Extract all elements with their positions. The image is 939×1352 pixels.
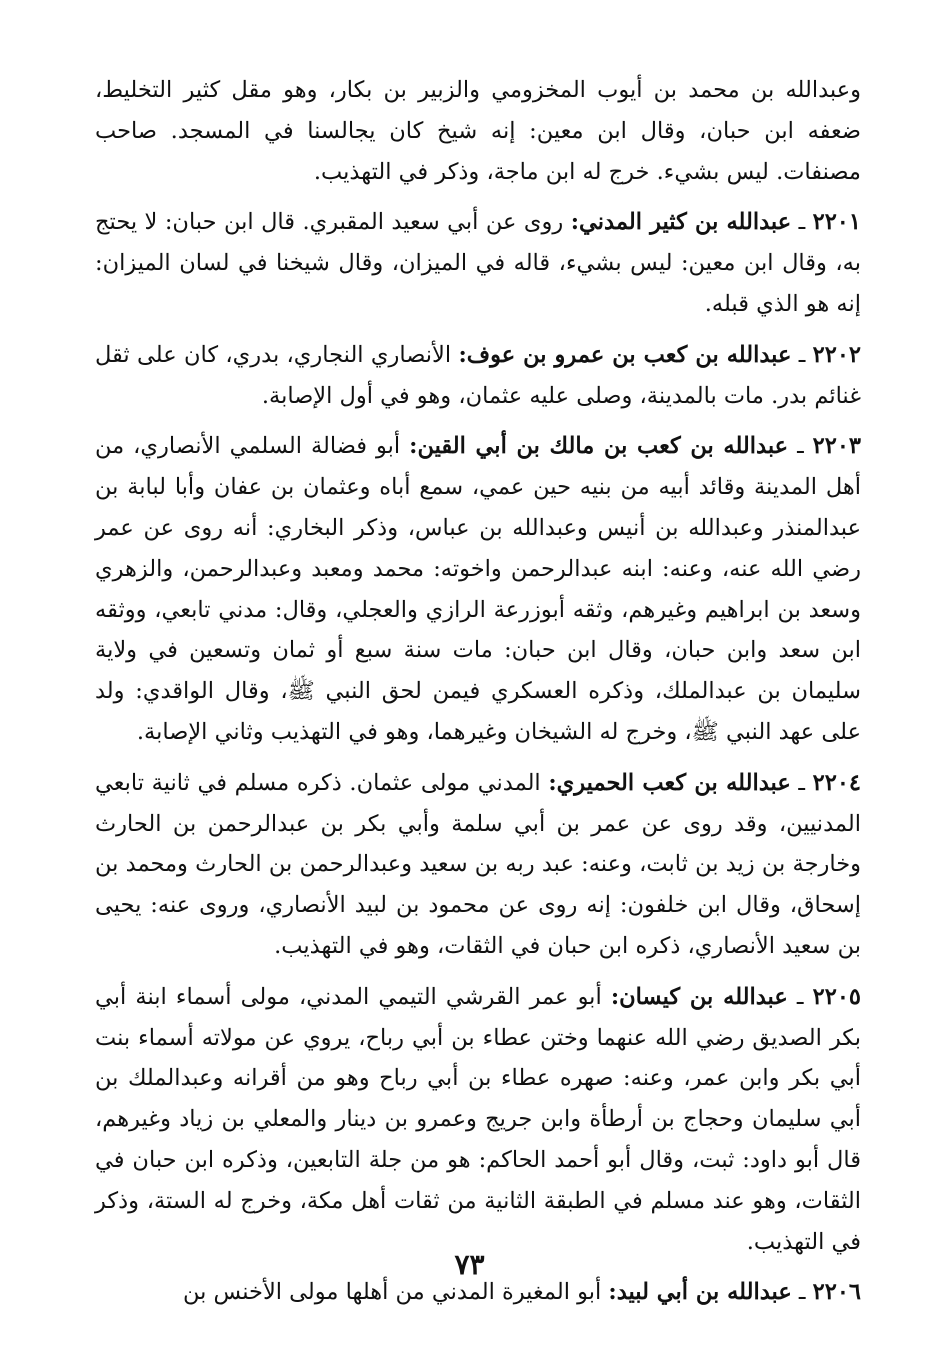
- entry-text: المدني مولى عثمان. ذكره مسلم في ثانية تابعي المدنيين، وقد روى عن عمر بن أبي سلمة وأبي بكر بن عبدالرحمن بن الحارث وخارجة بن زيد بن ثابت، وعنه: عبد ربه بن سعيد وعبدالرحمن بن الحارث ومحمد بن إسحاق، وقال ابن خلفون: إنه روى عن محمود بن لبيد الأنصاري، وروى عنه: يحيى بن سعيد الأنصاري، ذكره ابن حبان في الثقات، وهو في التهذيب.: [95, 769, 861, 959]
- entry-text: روى عن أبي سعيد المقبري. قال ابن حبان: لا يحتج به، وقال ابن معين: ليس بشيء، قاله في الميزان، وقال شيخنا في لسان الميزان: إنه هو الذي قبله.: [95, 209, 861, 317]
- page-body: [95, 70, 861, 1313]
- entry-name: عبدالله بن أبي لبيد:: [608, 1279, 792, 1306]
- entry-name: عبدالله بن كيسان:: [610, 983, 788, 1010]
- entry-name: عبدالله بن كعب الحميري:: [548, 769, 791, 796]
- entry-2203: [95, 426, 861, 752]
- entry-paragraph: ٢٢٠٤ ـ عبدالله بن كعب الحميري: المدني مولى عثمان. ذكره مسلم في ثانية تابعي المدنيين، وقد روى عن عمر بن أبي سلمة وأبي بكر بن عبدالرحمن بن الحارث وخارجة بن زيد بن ثابت، وعنه: عبد ربه بن سعيد وعبدالرحمن بن الحارث ومحمد بن إسحاق، وقال ابن خلفون: إنه روى عن محمود بن لبيد الأنصاري، وروى عنه: يحيى بن سعيد الأنصاري، ذكره ابن حبان في الثقات، وهو في التهذيب.: [95, 769, 862, 959]
- entry-number: ٢٢٠٣: [812, 433, 861, 460]
- page-number: ٧٣: [454, 1248, 485, 1281]
- entry-2205: [95, 977, 861, 1263]
- continuation-text: وعبدالله بن محمد بن أيوب المخزومي والزبير بن بكار، وهو مقل كثير التخليط، ضعفه ابن حبان، وقال ابن معين: إنه شيخ كان يجالسنا في المسجد. صاحب مصنفات. ليس بشيء. خرج له ابن ماجة، وذكر في التهذيب.: [95, 77, 861, 185]
- entry-text: أبو فضالة السلمي الأنصاري، من أهل المدينة وقائد أبيه من بنيه حين عمي، سمع أباه وعثمان بن عفان وأبا لبابة بن عبدالمنذر وعبدالله بن أنيس وعبدالله بن عباس، وذكر البخاري: أنه روى عن عمر رضي الله عنه، وعنه: ابنه عبدالرحمن واخوته: محمد ومعبد وعبدالرحمن، والزهري وسعد بن ابراهيم وغيرهم، وثقه أبوزرعة الرازي والعجلي، وقال: مدني تابعي، ووثقه ابن سعد وابن حبان، وقال ابن حبان: مات سنة سبع أو ثمان وتسعين في ولاية سليمان بن عبدالملك، وذكره العسكري فيمن لحق النبي ﷺ، وقال الواقدي: ولد على عهد النبي ﷺ، وخرج له الشيخان وغيرهما، وهو في التهذيب وثاني الإصابة.: [95, 433, 861, 745]
- entry-name: عبدالله بن كعب بن مالك بن أبي القين:: [409, 433, 789, 460]
- entry-number: ٢٢٠٥: [812, 983, 861, 1010]
- entry-text: الأنصاري النجاري، بدري، كان على ثقل غنائم بدر. مات بالمدينة، وصلى عليه عثمان، وهو في أول الإصابة.: [95, 341, 861, 409]
- entry-text: أبو عمر القرشي التيمي المدني، مولى أسماء ابنة أبي بكر الصديق رضي الله عنهما وختن عطاء بن أبي رباح، يروي عن مولاته أسماء بنت أبي بكر وابن عمر، وعنه: صهره عطاء بن أبي رباح وهو من أقرانه وعبدالملك بن أبي سليمان وحجاج بن أرطأة وابن جريج وعمرو بن دينار والمعلي بن زياد وغيرهم، قال أبو داود: ثبت، وقال أبو أحمد الحاكم: هو من جلة التابعين، وذكره ابن حبان في الثقات، وهو عند مسلم في الطبقة الثانية من ثقات أهل مكة، وخرج له الستة، وذكر في التهذيب.: [95, 983, 861, 1255]
- entry-2204: [95, 763, 861, 967]
- entry-2202: [95, 335, 861, 417]
- entry-paragraph: ٢٢٠٢ ـ عبدالله بن كعب بن عمرو بن عوف: الأنصاري النجاري، بدري، كان على ثقل غنائم بدر. مات بالمدينة، وصلى عليه عثمان، وهو في أول الإصابة.: [95, 341, 861, 409]
- entry-number: ٢٢٠٤: [812, 769, 862, 796]
- entry-name: عبدالله بن كثير المدني:: [570, 209, 792, 236]
- entry-paragraph: ٢٢٠١ ـ عبدالله بن كثير المدني: روى عن أبي سعيد المقبري. قال ابن حبان: لا يحتج به، وقال ابن معين: ليس بشيء، قاله في الميزان، وقال شيخنا في لسان الميزان: إنه هو الذي قبله.: [95, 209, 861, 317]
- entry-paragraph: ٢٢٠٣ ـ عبدالله بن كعب بن مالك بن أبي القين: أبو فضالة السلمي الأنصاري، من أهل المدينة وقائد أبيه من بنيه حين عمي، سمع أباه وعثمان بن عفان وأبا لبابة بن عبدالمنذر وعبدالله بن أنيس وعبدالله بن عباس، وذكر البخاري: أنه روى عن عمر رضي الله عنه، وعنه: ابنه عبدالرحمن واخوته: محمد ومعبد وعبدالرحمن، والزهري وسعد بن ابراهيم وغيرهم، وثقه أبوزرعة الرازي والعجلي، وقال: مدني تابعي، ووثقه ابن سعد وابن حبان، وقال ابن حبان: مات سنة سبع أو ثمان وتسعين في ولاية سليمان بن عبدالملك، وذكره العسكري فيمن لحق النبي ﷺ، وقال الواقدي: ولد على عهد النبي ﷺ، وخرج له الشيخان وغيرهما، وهو في التهذيب وثاني الإصابة.: [95, 433, 861, 745]
- entry-number: ٢٢٠٦: [812, 1279, 861, 1306]
- entry-name: عبدالله بن كعب بن عمرو بن عوف:: [458, 341, 792, 368]
- entry-number: ٢٢٠١: [812, 209, 861, 236]
- entry-text: أبو المغيرة المدني من أهلها مولى الأخنس بن: [183, 1279, 602, 1306]
- continuation-paragraph: [95, 70, 861, 192]
- entry-number: ٢٢٠٢: [812, 341, 861, 368]
- entry-2201: [95, 202, 861, 324]
- entry-paragraph: ٢٢٠٥ ـ عبدالله بن كيسان: أبو عمر القرشي التيمي المدني، مولى أسماء ابنة أبي بكر الصديق رضي الله عنهما وختن عطاء بن أبي رباح، يروي عن مولاته أسماء بنت أبي بكر وابن عمر، وعنه: صهره عطاء بن أبي رباح وهو من أقرانه وعبدالملك بن أبي سليمان وحجاج بن أرطأة وابن جريج وعمرو بن دينار والمعلي بن زياد وغيرهم، قال أبو داود: ثبت، وقال أبو أحمد الحاكم: هو من جلة التابعين، وذكره ابن حبان في الثقات، وهو عند مسلم في الطبقة الثانية من ثقات أهل مكة، وخرج له الستة، وذكر في التهذيب.: [95, 983, 861, 1255]
- entry-paragraph: ٢٢٠٦ ـ عبدالله بن أبي لبيد: أبو المغيرة المدني من أهلها مولى الأخنس بن: [183, 1279, 861, 1306]
